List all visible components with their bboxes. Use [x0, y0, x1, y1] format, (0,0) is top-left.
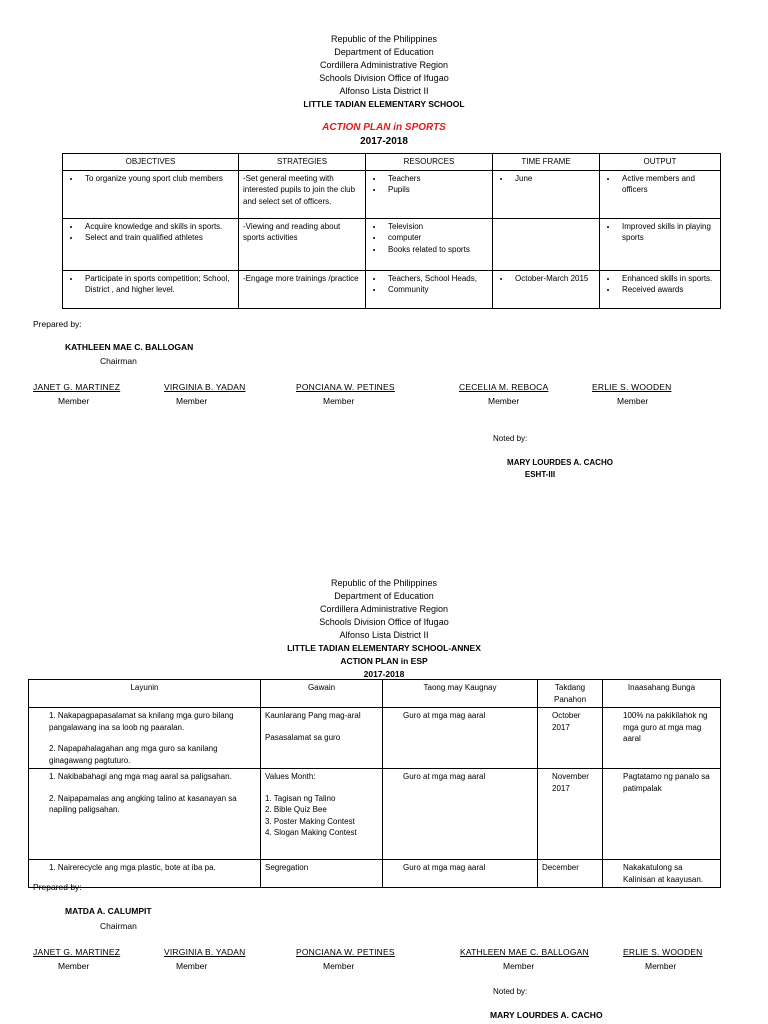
doc1-header-line: Republic of the Philippines — [330, 34, 438, 44]
doc2-school-name: LITTLE TADIAN ELEMENTARY SCHOOL-ANNEX — [287, 643, 481, 653]
taong-cell: Guro at mga mag aaral — [383, 860, 538, 888]
table-row — [63, 170, 721, 218]
time-cell — [493, 218, 600, 270]
col-header: OBJECTIVES — [63, 154, 239, 171]
layunin-item: 1. Nakibabahagi ang mga mag aaral sa paligsahan. — [49, 772, 232, 781]
objective-item: • Participate in sports competition; School, District , and higher level. — [81, 273, 234, 296]
output-item: • Active members and officers — [618, 173, 716, 196]
doc1-member-name: ERLIE S. WOODEN — [592, 382, 672, 392]
doc1-member-name: VIRGINIA B. YADAN — [164, 382, 246, 392]
doc1-school-name: LITTLE TADIAN ELEMENTARY SCHOOL — [303, 99, 465, 109]
taong-cell: Guro at mga mag aaral — [383, 769, 538, 860]
output-item: • Received awards — [618, 284, 716, 296]
table-row — [29, 708, 721, 769]
layunin-item: 2. Napapahalagahan ang mga guro sa kanilang ginagawang pagtuturo. — [49, 744, 218, 765]
doc2-member-name: VIRGINIA B. YADAN — [164, 947, 246, 957]
doc2-action-table — [28, 679, 721, 888]
panahon-cell: November 2017 — [538, 769, 603, 860]
gawain-item: 3. Poster Making Contest — [265, 816, 355, 826]
doc2-member-role: Member — [323, 961, 355, 971]
col-header: RESOURCES — [366, 154, 493, 171]
doc1-table-header-row — [63, 154, 721, 171]
doc1-member-name: CECELIA M. REBOCA — [459, 382, 549, 392]
doc1-member-role: Member — [58, 396, 90, 406]
strategy-cell: -Viewing and reading about sports activities — [239, 218, 366, 270]
gawain-item: 1. Tagisan ng Talino — [265, 793, 336, 803]
doc1-noted-by: Noted by: — [493, 434, 528, 443]
doc1-noted-name: MARY LOURDES A. CACHO — [507, 458, 613, 467]
resource-item: • Teachers — [384, 173, 488, 185]
doc1-member-role: Member — [617, 396, 649, 406]
resource-item: • Teachers, School Heads, — [384, 273, 488, 285]
col-header: Layunin — [29, 680, 261, 708]
table-row — [29, 769, 721, 860]
doc1-action-table — [62, 153, 721, 309]
doc1-member-role: Member — [176, 396, 208, 406]
time-item: • June — [511, 173, 595, 185]
doc2-year: 2017-2018 — [363, 669, 405, 679]
col-header: Takdang Panahon — [538, 680, 603, 708]
doc2-noted-name: MARY LOURDES A. CACHO — [490, 1010, 603, 1020]
doc2-member-role: Member — [58, 961, 90, 971]
resource-item: • Books related to sports — [384, 244, 488, 256]
doc1-member-role: Member — [488, 396, 520, 406]
bunga-cell: 100% na pakikilahok ng mga guro at mga mag aaral — [603, 708, 721, 769]
resource-item: • Television — [384, 221, 488, 233]
doc2-prepared-by: Prepared by: — [33, 882, 82, 892]
resource-item: • Community — [384, 284, 488, 296]
strategy-cell: -Engage more trainings /practice — [239, 270, 366, 308]
bunga-cell: Nakakatulong sa Kalinisan at kaayusan. — [603, 860, 721, 888]
doc2-member-role: Member — [176, 961, 208, 971]
col-header: Inaasahang Bunga — [603, 680, 721, 708]
doc2-header-line: Schools Division Office of Ifugao — [319, 617, 449, 627]
doc1-member-name: JANET G. MARTINEZ — [33, 382, 121, 392]
table-row — [63, 270, 721, 308]
gawain-item: 2. Bible Quiz Bee — [265, 805, 327, 814]
objective-item: • Select and train qualified athletes — [81, 232, 234, 244]
col-header: OUTPUT — [600, 154, 721, 171]
table-row — [63, 218, 721, 270]
layunin-item: 1. Nairerecycle ang mga plastic, bote at iba pa. — [49, 863, 216, 872]
strategy-cell: -Set general meeting with interested pupils to join the club and select set of officers. — [239, 170, 366, 218]
doc1-noted-role: ESHT-III — [524, 470, 556, 479]
resource-item: • computer — [384, 232, 488, 244]
gawain-item: 4. Slogan Making Contest — [265, 828, 357, 837]
objective-item: • Acquire knowledge and skills in sports. — [81, 221, 234, 233]
doc1-member-role: Member — [323, 396, 355, 406]
col-header: Taong may Kaugnay — [383, 680, 538, 708]
gawain-item: Segregation — [265, 863, 309, 872]
gawain-item: Pasasalamat sa guro — [265, 732, 341, 742]
table-row — [29, 860, 721, 888]
doc2-table-header-row — [29, 680, 721, 708]
doc2-header — [0, 577, 768, 681]
col-header: TIME FRAME — [493, 154, 600, 171]
panahon-cell: December — [538, 860, 603, 888]
gawain-heading: Values Month: — [265, 772, 316, 781]
doc1-member-name: PONCIANA W. PETINES — [296, 382, 395, 392]
doc1-header-line: Alfonso Lista District II — [339, 86, 429, 96]
doc2-title: ACTION PLAN in ESP — [340, 656, 428, 666]
layunin-item: 2. Naipapamalas ang angking talino at kasanayan sa napiling paligsahan. — [49, 793, 237, 814]
doc1-prepared-by: Prepared by: — [33, 319, 82, 329]
doc2-header-line: Department of Education — [334, 591, 434, 601]
doc2-header-line: Alfonso Lista District II — [339, 630, 429, 640]
doc2-chair-name: MATDA A. CALUMPIT — [65, 906, 152, 916]
doc1-header — [0, 33, 768, 149]
doc1-chair-role: Chairman — [100, 356, 137, 366]
doc1-chair-name: KATHLEEN MAE C. BALLOGAN — [65, 342, 194, 352]
doc2-header-line: Republic of the Philippines — [330, 578, 438, 588]
doc2-header-line: Cordillera Administrative Region — [319, 604, 449, 614]
doc2-member-role: Member — [503, 961, 535, 971]
doc1-header-line: Department of Education — [334, 47, 434, 57]
panahon-cell: October 2017 — [538, 708, 603, 769]
output-item: • Enhanced skills in sports. — [618, 273, 716, 285]
doc2-noted-by: Noted by: — [493, 987, 528, 996]
col-header: STRATEGIES — [239, 154, 366, 171]
doc2-chair-role: Chairman — [100, 921, 137, 931]
doc1-year: 2017-2018 — [360, 136, 408, 147]
doc2-member-name: KATHLEEN MAE C. BALLOGAN — [460, 947, 589, 957]
layunin-item: 1. Nakapagpapasalamat sa knilang mga guro bilang pangalawang ina sa loob ng paaralan. — [49, 711, 234, 732]
col-header: Gawain — [261, 680, 383, 708]
resource-item: • Pupils — [384, 184, 488, 196]
taong-cell: Guro at mga mag aaral — [383, 708, 538, 769]
doc1-title: ACTION PLAN in SPORTS — [322, 122, 446, 133]
doc2-member-name: ERLIE S. WOODEN — [623, 947, 703, 957]
doc2-member-name: JANET G. MARTINEZ — [33, 947, 121, 957]
doc2-member-name: PONCIANA W. PETINES — [296, 947, 395, 957]
doc1-header-line: Schools Division Office of Ifugao — [319, 73, 449, 83]
doc1-header-line: Cordillera Administrative Region — [319, 60, 449, 70]
time-item: • October-March 2015 — [511, 273, 595, 285]
output-item: • Improved skills in playing sports — [618, 221, 716, 244]
doc2-member-role: Member — [645, 961, 677, 971]
bunga-cell: Pagtatamo ng panalo sa patimpalak — [603, 769, 721, 860]
objective-item: • To organize young sport club members — [81, 173, 234, 185]
gawain-item: Kaunlarang Pang mag-aral — [265, 711, 361, 720]
